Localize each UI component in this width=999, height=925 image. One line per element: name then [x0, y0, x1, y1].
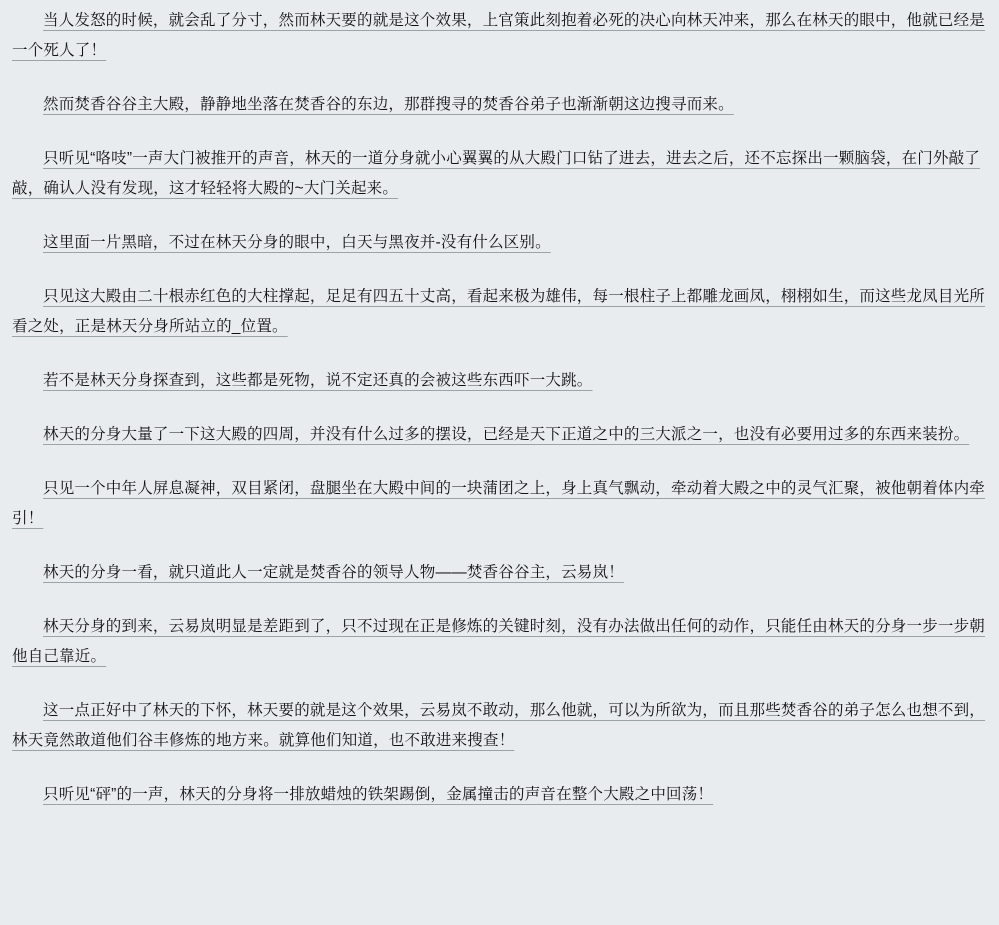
paragraph: 若不是林天分身探查到，这些都是死物，说不定还真的会被这些东西吓一大跳。 [43, 372, 593, 389]
paragraph: 只见这大殿由二十根赤红色的大柱撑起，足足有四五十丈高，看起来极为雄伟，每一根柱子上都雕龙画凤，栩栩如生，而这些龙凤目光所看之处，正是林天分身所站立的_位置。 [12, 288, 986, 335]
paragraph: 林天的分身一看，就只道此人一定就是焚香谷的领导人物——焚香谷谷主，云易岚！ [43, 564, 624, 581]
paragraph: 林天的分身大量了一下这大殿的四周，并没有什么过多的摆设，已经是天下正道之中的三大派之一，也没有必要用过多的东西来装扮。 [43, 426, 970, 443]
paragraph: 林天分身的到来，云易岚明显是差距到了，只不过现在正是修炼的关键时刻，没有办法做出任何的动作，只能任由林天的分身一步一步朝他自己靠近。 [12, 618, 986, 665]
paragraph: 这里面一片黑暗，不过在林天分身的眼中，白天与黑夜并-没有什么区别。 [43, 234, 551, 251]
paragraph: 当人发怒的时候，就会乱了分寸，然而林天要的就是这个效果，上官策此刻抱着必死的决心向林天冲来，那么在林天的眼中，他就已经是一个死人了！ [12, 12, 986, 59]
paragraph: 只听见“咯吱”一声大门被推开的声音，林天的一道分身就小心翼翼的从大殿门口钻了进去，进去之后，还不忘探出一颗脑袋，在门外敲了敲，确认人没有发现，这才轻轻将大殿的~大门关起来。 [12, 150, 981, 197]
paragraph: 只听见“砰”的一声，林天的分身将一排放蜡烛的铁架踢倒，金属撞击的声音在整个大殿之中回荡！ [43, 786, 714, 803]
paragraph: 这一点正好中了林天的下怀，林天要的就是这个效果，云易岚不敢动，那么他就，可以为所欲为，而且那些焚香谷的弟子怎么也想不到，林天竟然敢道他们谷丰修炼的地方来。就算他们知道，也不敢进来搜查！ [12, 702, 986, 749]
paragraph: 然而焚香谷谷主大殿，静静地坐落在焚香谷的东边，那群搜寻的焚香谷弟子也渐渐朝这边搜寻而来。 [43, 96, 734, 113]
paragraph: 只见一个中年人屏息凝神，双目紧闭，盘腿坐在大殿中间的一块蒲团之上，身上真气飘动，牵动着大殿之中的灵气汇聚，被他朝着体内牵引！ [12, 480, 986, 527]
